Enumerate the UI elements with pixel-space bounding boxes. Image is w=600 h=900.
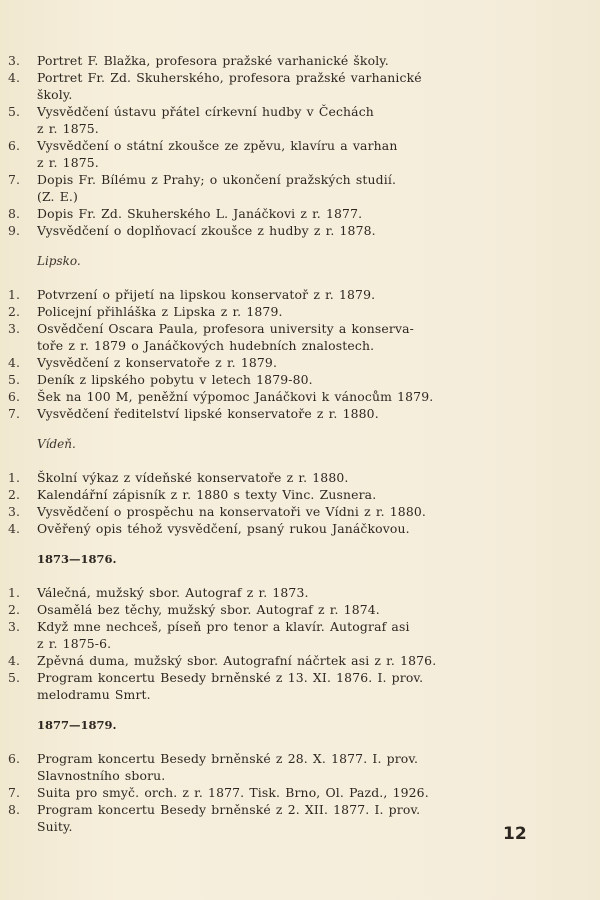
item-text-line: školy. [37,87,73,102]
item-text-line: Vysvědčení ústavu přátel církevní hudby v Čechách [37,104,374,119]
item-number: 2. [8,602,21,617]
item-text-line: z r. 1875. [37,155,99,170]
item-text [37,103,445,137]
item-number: 3. [8,504,21,519]
item-text-line: Suita pro smyč. orch. z r. 1877. Tisk. Brno, Ol. Pazd., 1926. [37,785,429,800]
list-item [0,205,600,222]
item-text-line: toře z r. 1879 o Janáčkových hudebních znalostech. [37,338,375,353]
item-text-line: Potvrzení o přijetí na lipskou konservatoř z r. 1879. [37,287,376,302]
item-text-line: Portret Fr. Zd. Skuherského, profesora pražské varhanické [37,70,422,85]
list-item [0,69,600,103]
list-item [0,584,600,601]
item-text-line: Dopis Fr. Bílému z Prahy; o ukončení pražských studií. [37,172,397,187]
list-item [0,669,600,703]
item-number: 4. [8,70,21,85]
item-text-line: Program koncertu Besedy brněnské z 13. XI. 1876. I. prov. [37,670,424,685]
item-text [37,222,445,239]
item-text [37,205,445,222]
item-text [37,286,445,303]
item-number: 7. [8,172,21,187]
list-item [0,520,600,537]
page-number: 12 [503,824,527,844]
item-text-line: Suity. [37,819,73,834]
item-text-line: Osamělá bez těchy, mužský sbor. Autograf z r. 1874. [37,602,380,617]
item-text [37,520,445,537]
item-text [37,303,445,320]
item-text-line: Osvědčení Oscara Paula, profesora university a konserva- [37,321,414,336]
item-number: 2. [8,304,21,319]
item-text-line: Ověřený opis téhož vysvědčení, psaný rukou Janáčkovou. [37,521,410,536]
item-number: 3. [8,321,21,336]
item-number: 4. [8,521,21,536]
item-text [37,320,445,354]
item-text-line: Vysvědčení o doplňovací zkoušce z hudby z r. 1878. [37,223,376,238]
item-number: 1. [8,470,21,485]
document-content [0,52,600,835]
list-item [0,503,600,520]
item-text [37,801,445,835]
item-text-line: Kalendářní zápisník z r. 1880 s texty Vinc. Zusnera. [37,487,377,502]
item-text-line: Vysvědčení o státní zkoušce ze zpěvu, klavíru a varhan [37,138,398,153]
section-heading: Lipsko. [37,254,81,268]
list-item [0,103,600,137]
list-item [0,320,600,354]
item-text [37,784,445,801]
item-text [37,503,445,520]
item-text [37,371,445,388]
item-text [37,469,445,486]
list-item [0,222,600,239]
item-text-line: Školní výkaz z vídeňské konservatoře z r. 1880. [37,470,349,485]
section-heading: 1877—1879. [37,718,117,732]
item-number: 7. [8,785,21,800]
item-number: 6. [8,751,21,766]
item-number: 3. [8,53,21,68]
item-text [37,52,445,69]
item-number: 6. [8,389,21,404]
item-text-line: Zpěvná duma, mužský sbor. Autografní náčrtek asi z r. 1876. [37,653,437,668]
list-item [0,137,600,171]
item-text-line: Šek na 100 M, peněžní výpomoc Janáčkovi k vánocům 1879. [37,389,434,404]
item-text [37,601,445,618]
item-text-line: Portret F. Blažka, profesora pražské varhanické školy. [37,53,389,68]
section-heading: Vídeň. [37,437,76,451]
item-text-line: Vysvědčení o prospěchu na konservatoři ve Vídni z r. 1880. [37,504,426,519]
item-number: 6. [8,138,21,153]
item-text [37,69,445,103]
list-item [0,750,600,784]
item-number: 5. [8,670,21,685]
list-item [0,388,600,405]
item-text-line: z r. 1875. [37,121,99,136]
item-text [37,652,445,669]
item-text [37,405,445,422]
list-item [0,405,600,422]
item-text-line: Vysvědčení z konservatoře z r. 1879. [37,355,278,370]
item-text-line: melodramu Smrt. [37,687,151,702]
item-number: 3. [8,619,21,634]
item-text-line: Program koncertu Besedy brněnské z 28. X. 1877. I. prov. [37,751,419,766]
item-text [37,354,445,371]
item-number: 5. [8,372,21,387]
item-text-line: Deník z lipského pobytu v letech 1879-80. [37,372,313,387]
list-item [0,171,600,205]
list-item [0,371,600,388]
item-number: 1. [8,287,21,302]
list-item [0,652,600,669]
item-number: 4. [8,653,21,668]
item-text-line: Když mne nechceš, píseň pro tenor a klavír. Autograf asi [37,619,410,634]
item-text [37,669,445,703]
item-text [37,171,445,205]
item-text-line: z r. 1875-6. [37,636,112,651]
list-item [0,486,600,503]
list-item [0,303,600,320]
item-text [37,388,445,405]
list-item [0,354,600,371]
item-number: 8. [8,206,21,221]
item-text [37,618,445,652]
section-heading: 1873—1876. [37,552,117,566]
item-number: 9. [8,223,21,238]
item-text-line: Slavnostního sboru. [37,768,166,783]
list-item [0,601,600,618]
item-number: 7. [8,406,21,421]
item-number: 5. [8,104,21,119]
item-number: 1. [8,585,21,600]
item-text [37,486,445,503]
item-text-line: Válečná, mužský sbor. Autograf z r. 1873. [37,585,309,600]
item-text [37,584,445,601]
item-text [37,137,445,171]
item-number: 4. [8,355,21,370]
list-item [0,618,600,652]
list-item [0,52,600,69]
item-number: 2. [8,487,21,502]
list-item [0,286,600,303]
list-item [0,469,600,486]
item-text-line: Dopis Fr. Zd. Skuherského L. Janáčkovi z r. 1877. [37,206,363,221]
item-text-line: Program koncertu Besedy brněnské z 2. XII. 1877. I. prov. [37,802,421,817]
item-text-line: Policejní přihláška z Lipska z r. 1879. [37,304,283,319]
item-text-line: Vysvědčení ředitelství lipské konservatoře z r. 1880. [37,406,379,421]
item-text [37,750,445,784]
item-text-line: (Z. E.) [37,189,78,204]
list-item [0,784,600,801]
item-number: 8. [8,802,21,817]
